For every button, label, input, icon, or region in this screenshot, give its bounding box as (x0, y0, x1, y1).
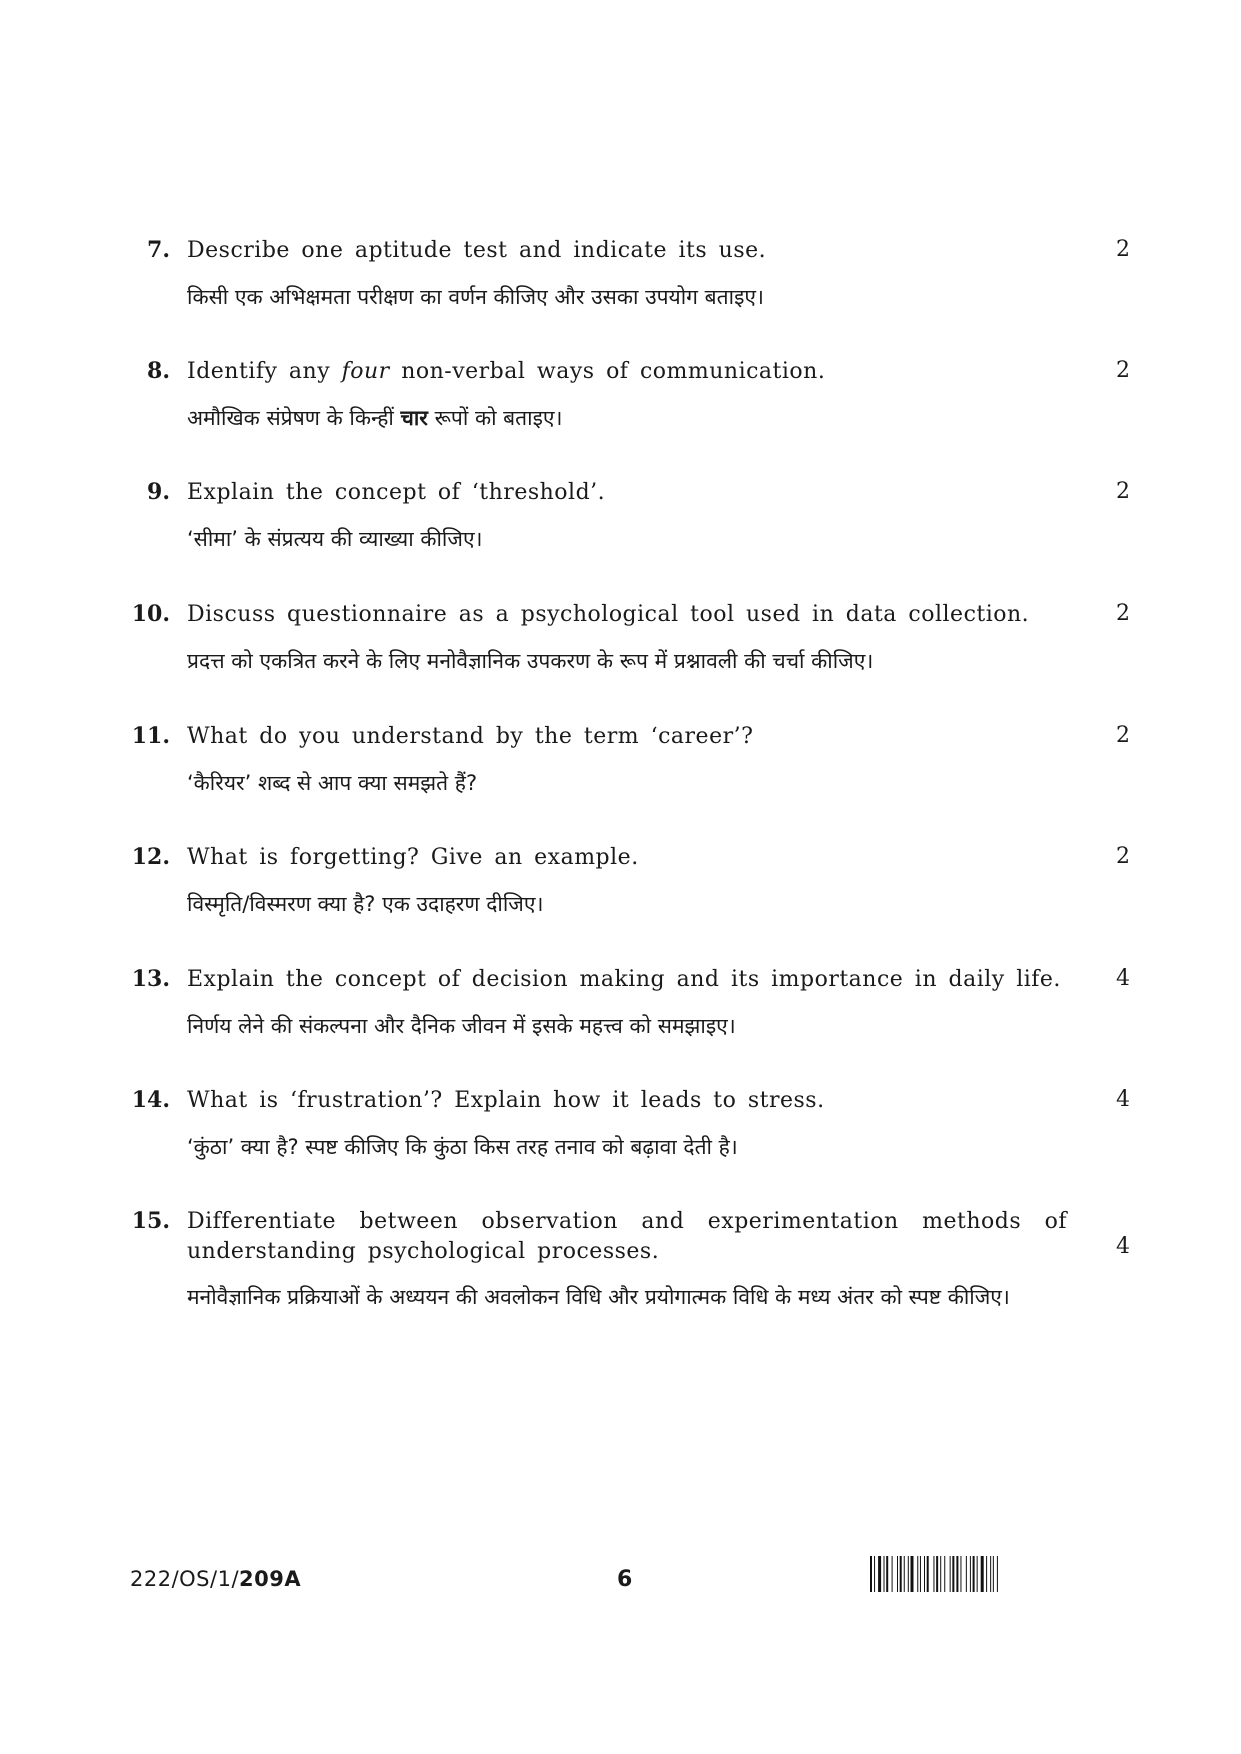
question-marks: 2 (1116, 237, 1130, 262)
barcode-bar (927, 1556, 929, 1592)
paper-code-prefix: 222/OS/1/ (130, 1567, 240, 1591)
question-text-english: Explain the concept of ‘threshold’. (187, 480, 606, 505)
barcode-bar (920, 1556, 921, 1592)
barcode-bar (966, 1556, 967, 1592)
barcode-bar (897, 1556, 898, 1592)
barcode-bar (977, 1556, 978, 1592)
barcode-bar (940, 1556, 941, 1592)
paper-code-suffix: 209A (239, 1567, 302, 1591)
question-text-emphasis: four (341, 359, 390, 384)
question-text-english: Differentiate between observation and experimentation methods of understanding psychological processes. (187, 1209, 1067, 1264)
question-text-english: Describe one aptitude test and indicate its use. (187, 238, 767, 263)
question-text-hindi: ‘कुंठा’ क्या है? स्पष्ट कीजिए कि कुंठा किस तरह तनाव को बढ़ावा देती है। (187, 1135, 738, 1159)
question-text-hindi: निर्णय लेने की संकल्पना और दैनिक जीवन में इसके महत्त्व को समझाइए। (187, 1014, 736, 1038)
question-text-english: Explain the concept of decision making and its importance in daily life. (187, 967, 1061, 992)
question-number: 10. (131, 601, 170, 627)
question-number: 9. (147, 479, 170, 505)
barcode-bar (870, 1556, 872, 1592)
barcode-bar (924, 1556, 925, 1592)
question-number: 12. (131, 844, 170, 870)
question-marks: 2 (1116, 844, 1130, 869)
question-number: 7. (147, 237, 170, 263)
question-text-english: What is ‘frustration’? Explain how it leads to stress. (187, 1088, 825, 1113)
barcode-bar (874, 1556, 875, 1592)
question-text-hindi: किसी एक अभिक्षमता परीक्षण का वर्णन कीजिए और उसका उपयोग बताइए। (187, 285, 764, 309)
question-marks: 2 (1116, 479, 1130, 504)
question-text-hindi (187, 402, 1077, 434)
question-text-english: What do you understand by the term ‘career’? (187, 724, 754, 749)
question-text-hindi: ‘कैरियर’ शब्द से आप क्या समझते हैं? (187, 771, 478, 795)
question-text-part: अमौखिक संप्रेषण के किन्हीं (187, 406, 401, 430)
barcode-bar (884, 1556, 885, 1592)
question-text-hindi: ‘सीमा’ के संप्रत्यय की व्याख्या कीजिए। (187, 527, 483, 551)
question-text-part: Identify any (187, 359, 342, 384)
question-text-part: non-verbal ways of communication. (389, 359, 826, 384)
barcode-bar (892, 1556, 893, 1592)
question-marks: 2 (1116, 358, 1130, 383)
barcode-bar (933, 1556, 934, 1592)
question-text-hindi: मनोवैज्ञानिक प्रक्रियाओं के अध्ययन की अवलोकन विधि और प्रयोगात्मक विधि के मध्य अंतर को स्पष्ट कीजिए। (187, 1285, 1010, 1309)
question-number: 14. (131, 1087, 170, 1113)
barcode-bar (950, 1556, 951, 1592)
barcode-bar (952, 1556, 954, 1592)
barcode-bar (911, 1556, 914, 1592)
barcode-bar (997, 1556, 998, 1592)
page-number: 6 (617, 1567, 633, 1592)
question-text-part: रूपों को बताइए। (427, 406, 563, 430)
barcode-bar (956, 1556, 958, 1592)
question-text-hindi: प्रदत्त को एकत्रित करने के लिए मनोवैज्ञानिक उपकरण के रूप में प्रश्नावली की चर्चा कीजिए। (187, 649, 874, 673)
question-marks: 2 (1116, 601, 1130, 626)
barcode-bar (908, 1556, 909, 1592)
barcode (870, 1556, 1130, 1592)
question-marks: 2 (1116, 723, 1130, 748)
barcode-bar (886, 1556, 888, 1592)
barcode-bar (900, 1556, 902, 1592)
question-marks: 4 (1116, 966, 1130, 991)
barcode-bar (973, 1556, 975, 1592)
barcode-bar (981, 1556, 984, 1592)
barcode-bar (904, 1556, 905, 1592)
barcode-bar (960, 1556, 961, 1592)
question-number: 15. (131, 1208, 170, 1234)
barcode-bar (944, 1556, 945, 1592)
question-text-english: What is forgetting? Give an example. (187, 845, 639, 870)
question-number: 13. (131, 966, 170, 992)
question-text-bold: चार (400, 406, 428, 430)
barcode-bar (917, 1556, 918, 1592)
barcode-bar (993, 1556, 994, 1592)
question-number: 11. (131, 723, 170, 749)
question-text-english: Discuss questionnaire as a psychological tool used in data collection. (187, 602, 1030, 627)
question-text-hindi: विस्मृति/विस्मरण क्या है? एक उदाहरण दीजिए। (187, 892, 544, 916)
barcode-bar (936, 1556, 938, 1592)
barcode-bar (990, 1556, 991, 1592)
barcode-bar (986, 1556, 987, 1592)
barcode-bar (878, 1556, 881, 1592)
question-marks: 4 (1116, 1087, 1130, 1112)
question-text-english (187, 357, 1067, 387)
question-marks: 4 (1116, 1234, 1130, 1259)
paper-code (130, 1567, 301, 1591)
question-number: 8. (147, 358, 170, 384)
barcode-bar (970, 1556, 971, 1592)
